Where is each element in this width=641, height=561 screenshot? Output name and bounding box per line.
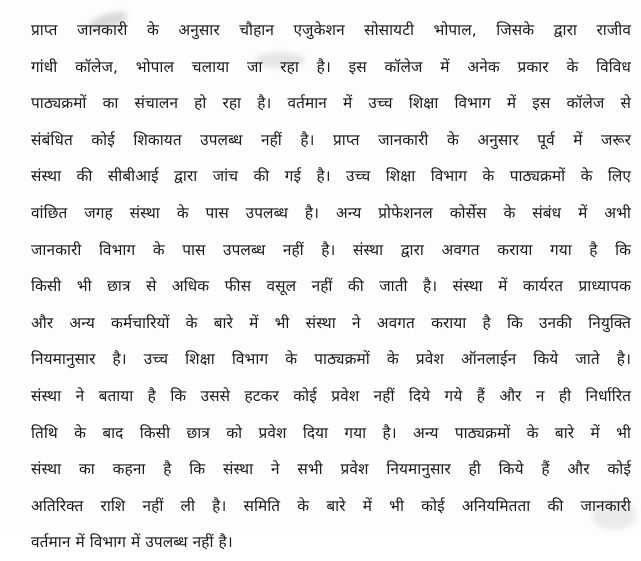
text-line: संस्था ने बताया है कि उससे हटकर कोई प्रवेश नहीं दिये गये हैं और न ही निर्धारित — [31, 386, 631, 405]
text-line: वर्तमान में विभाग में उपलब्ध नहीं है। — [31, 533, 233, 552]
text-line: वांछित जगह संस्था के पास उपलब्ध है। अन्य प्रोफेशनल कोर्सेस के संबंध में अभी — [31, 203, 631, 222]
text-line: और अन्य कर्मचारियों के बारे में भी संस्था ने अवगत कराया है कि उनकी नियुक्ति — [31, 313, 631, 332]
text-line: अतिरिक्त राशि नहीं ली है। समिति के बारे में भी कोई अनियमितता की जानकारी — [31, 496, 631, 515]
text-line: गांधी कॉलेज, भोपाल चलाया जा रहा है। इस कॉलेज में अनेक प्रकार के विविध — [31, 57, 631, 76]
paragraph — [31, 12, 631, 561]
text-line: संबंधित कोई शिकायत उपलब्ध नहीं है। प्राप्त जानकारी के अनुसार पूर्व में जरूर — [31, 130, 631, 149]
text-line: संस्था की सीबीआई द्वारा जांच की गई है। उच्च शिक्षा विभाग के पाठ्यक्रमों के लिए — [31, 167, 631, 186]
text-line: नियमानुसार है। उच्च शिक्षा विभाग के पाठ्यक्रमों के प्रवेश ऑनलाईन किये जाते है। — [31, 350, 631, 369]
text-line: संस्था का कहना है कि संस्था ने सभी प्रवेश नियमानुसार ही किये हैं और कोई — [31, 460, 631, 479]
text-line: किसी भी छात्र से अधिक फीस वसूल नहीं की जाती है। संस्था में कार्यरत प्राध्यापक — [31, 277, 631, 296]
text-line: जानकारी विभाग के पास उपलब्ध नहीं है। संस्था द्वारा अवगत कराया गया है कि — [31, 240, 631, 259]
text-line: तिथि के बाद किसी छात्र को प्रवेश दिया गया है। अन्य पाठ्यक्रमों के बारे में भी — [31, 423, 631, 442]
text-line: प्राप्त जानकारी के अनुसार चौहान एजुकेशन सोसायटी भोपाल, जिसके द्वारा राजीव — [31, 21, 631, 39]
text-line: पाठ्यक्रमों का संचालन हो रहा है। वर्तमान में उच्च शिक्षा विभाग में इस कॉलेज से — [31, 94, 631, 113]
